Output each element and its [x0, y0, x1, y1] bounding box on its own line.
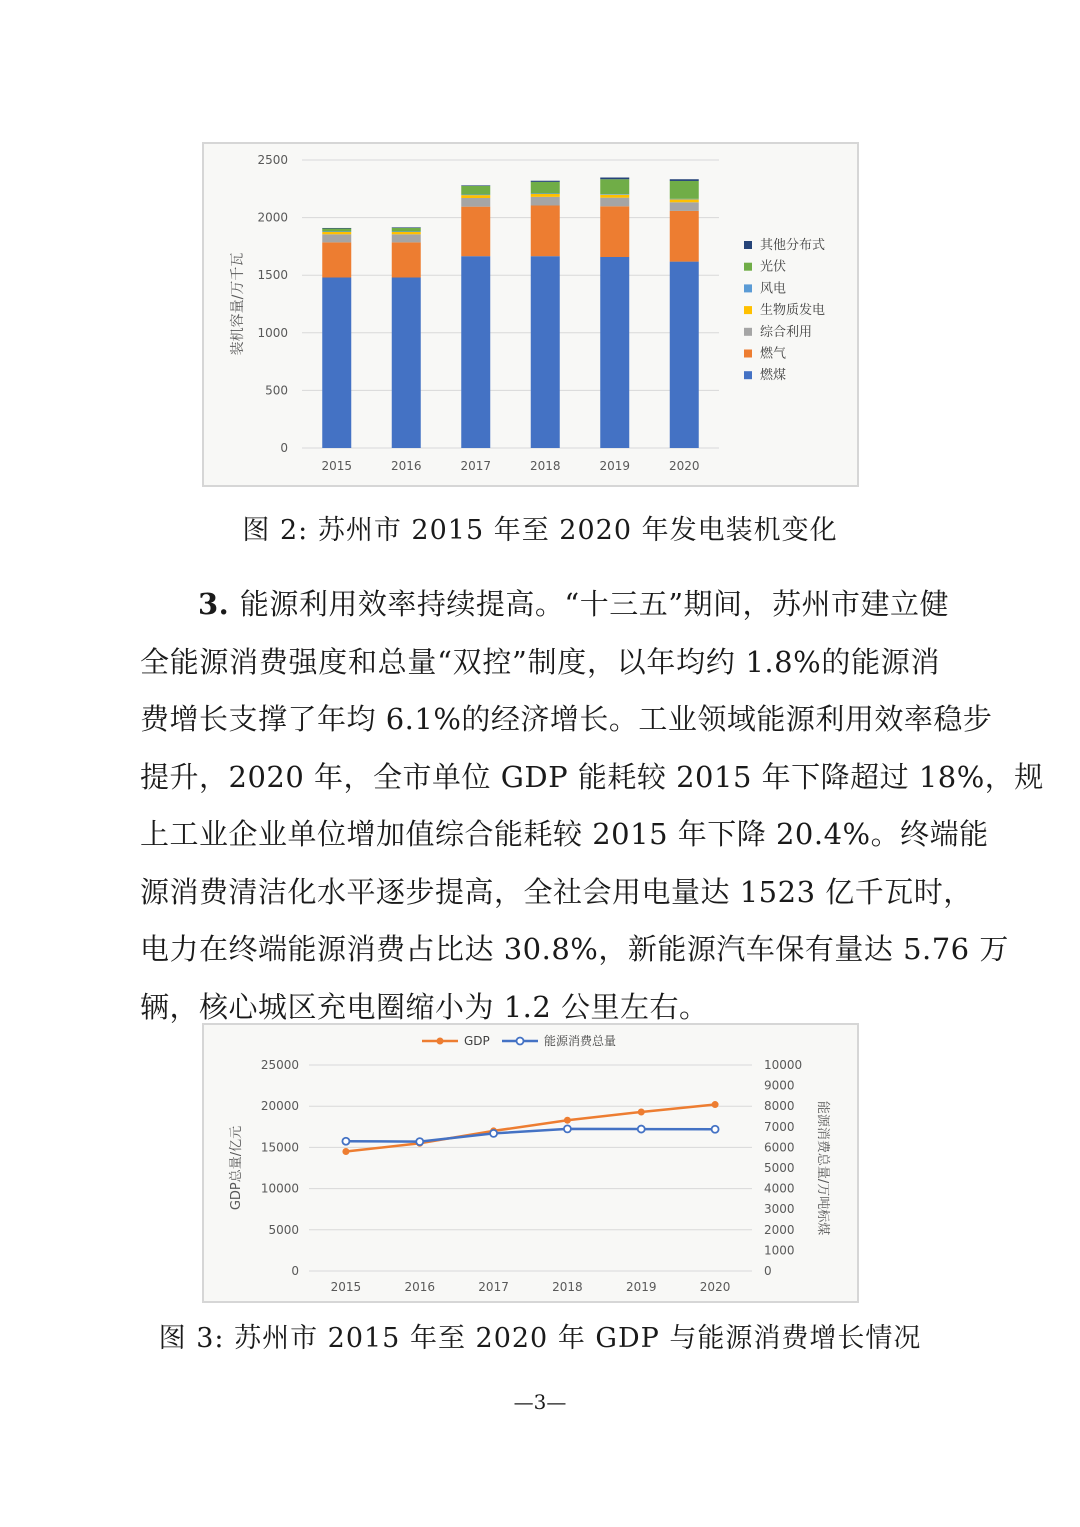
bar-segment — [461, 195, 490, 198]
legend-swatch — [744, 371, 752, 379]
y2-tick-label: 8000 — [764, 1099, 795, 1114]
paragraph-line: 上工业企业单位增加值综合能耗较 2015 年下降 20.4%。终端能 — [140, 817, 989, 851]
bar-segment — [461, 207, 490, 257]
y-tick-label: 20000 — [260, 1099, 299, 1114]
bar-segment — [322, 231, 351, 232]
bar-segment — [461, 256, 490, 448]
bar-segment — [322, 234, 351, 242]
bar-segment — [461, 198, 490, 207]
line-text: 能源利用效率持续提高。“十三五”期间，苏州市建立健 — [239, 587, 950, 621]
data-point — [490, 1130, 497, 1137]
y-tick-label: 0 — [291, 1264, 299, 1278]
legend-swatch — [744, 350, 752, 358]
data-point — [712, 1101, 719, 1108]
bar-segment — [322, 232, 351, 234]
figure-2-caption: 图 2: 苏州市 2015 年至 2020 年发电装机变化 — [242, 515, 838, 546]
bar-segment — [600, 198, 629, 207]
x-tick-label: 2015 — [321, 459, 353, 473]
x-tick-label: 2018 — [529, 459, 561, 473]
legend-label: 能源消费总量 — [544, 1034, 617, 1048]
data-point — [342, 1138, 349, 1145]
figure-3-chart — [202, 1023, 859, 1303]
y-axis-label: 装机容量/万千瓦 — [230, 252, 246, 356]
bar-segment — [461, 186, 490, 195]
x-tick-label: 2020 — [699, 1280, 731, 1294]
bar-segment — [322, 242, 351, 277]
bar-segment — [670, 199, 699, 200]
paragraph-line: 辆，核心城区充电圈缩小为 1.2 公里左右。 — [140, 989, 709, 1024]
x-tick-label: 2019 — [599, 459, 631, 473]
legend-label: 生物质发电 — [760, 303, 826, 319]
x-tick-label: 2020 — [668, 459, 700, 473]
page-number: —3— — [513, 1390, 567, 1414]
bar-segment — [392, 278, 421, 448]
y-tick-label: 1000 — [257, 325, 288, 340]
y-tick-label: 2500 — [257, 153, 288, 167]
data-point — [564, 1117, 571, 1124]
x-tick-label: 2016 — [390, 459, 422, 473]
y-tick-label: 2000 — [257, 210, 288, 225]
y-tick-label: 1500 — [257, 268, 288, 283]
figure-2-chart — [202, 142, 859, 487]
paragraph-line — [140, 576, 950, 634]
bar-segment — [392, 234, 421, 242]
bar-segment — [461, 185, 490, 186]
y2-tick-label: 3000 — [764, 1202, 795, 1217]
bar-segment — [392, 228, 421, 231]
y2-tick-label: 6000 — [764, 1140, 795, 1155]
legend-label: 燃气 — [760, 346, 787, 362]
bar-segment — [670, 179, 699, 181]
x-tick-label: 2016 — [404, 1280, 436, 1294]
paragraph-line: 费增长支撑了年均 6.1%的经济增长。工业领域能源利用效率稳步 — [140, 702, 993, 736]
y2-tick-label: 9000 — [764, 1078, 795, 1093]
bar-segment — [531, 256, 560, 448]
legend-label: 燃煤 — [760, 368, 787, 384]
legend-marker — [437, 1038, 444, 1045]
data-point — [712, 1126, 719, 1133]
y2-tick-label: 7000 — [764, 1119, 795, 1134]
legend-label: 综合利用 — [760, 324, 813, 340]
legend-swatch — [744, 241, 752, 249]
bar-segment — [670, 262, 699, 448]
x-tick-label: 2017 — [478, 1280, 509, 1294]
bar-segment — [670, 199, 699, 202]
bar-segment — [392, 232, 421, 234]
bar-segment — [322, 229, 351, 232]
bar-segment — [600, 206, 629, 257]
legend-label: 其他分布式 — [760, 238, 826, 253]
y-axis-label: GDP总量/亿元 — [229, 1125, 244, 1211]
bar-segment — [531, 193, 560, 194]
paragraph-line: 源消费清洁化水平逐步提高，全社会用电量达 1523 亿千瓦时， — [140, 874, 973, 909]
y-tick-label: 15000 — [260, 1140, 299, 1155]
paragraph-line: 电力在终端能源消费占比达 30.8%，新能源汽车保有量达 5.76 万 — [140, 932, 1009, 966]
bar-segment — [670, 211, 699, 262]
x-tick-label: 2019 — [625, 1280, 657, 1294]
y2-tick-label: 2000 — [764, 1222, 795, 1237]
y2-axis-label: 能源消费总量/万吨标煤 — [815, 1100, 830, 1236]
legend-marker — [517, 1038, 524, 1045]
legend-swatch — [744, 263, 752, 271]
bar-segment — [531, 206, 560, 257]
y2-tick-label: 4000 — [764, 1181, 795, 1196]
bar-segment — [600, 257, 629, 448]
y2-tick-label: 0 — [764, 1264, 772, 1278]
paragraph-line: 提升，2020 年，全市单位 GDP 能耗较 2015 年下降超过 18%，规 — [140, 759, 1044, 794]
legend-swatch — [744, 328, 752, 336]
bar-segment — [531, 182, 560, 194]
legend-label: 光伏 — [760, 259, 787, 275]
legend-swatch — [744, 306, 752, 314]
bar-segment — [600, 194, 629, 195]
bar-segment — [600, 179, 629, 194]
x-tick-label: 2015 — [330, 1280, 362, 1294]
y2-tick-label: 5000 — [764, 1161, 795, 1175]
y2-tick-label: 10000 — [764, 1058, 803, 1072]
body-paragraph — [140, 576, 1044, 1036]
bar-segment — [531, 197, 560, 206]
figure-3-caption: 图 3: 苏州市 2015 年至 2020 年 GDP 与能源消费增长情况 — [158, 1323, 922, 1354]
y2-tick-label: 1000 — [764, 1243, 795, 1258]
bar-segment — [322, 278, 351, 448]
paragraph-line: 全能源消费强度和总量“双控”制度，以年均约 1.8%的能源消 — [140, 644, 940, 679]
bar-segment — [531, 181, 560, 182]
bar-segment — [531, 194, 560, 197]
data-point — [638, 1126, 645, 1133]
bar-segment — [600, 195, 629, 198]
bar-segment — [461, 195, 490, 196]
bar-segment — [600, 178, 629, 180]
legend-label: 风电 — [760, 281, 787, 297]
legend-swatch — [744, 284, 752, 292]
data-point — [416, 1138, 423, 1145]
series-line — [346, 1129, 715, 1142]
x-tick-label: 2018 — [552, 1280, 583, 1294]
bar-segment — [392, 242, 421, 277]
bar-segment — [392, 231, 421, 232]
y-tick-label: 5000 — [268, 1222, 299, 1237]
stacked-bar-chart — [204, 144, 857, 485]
section-number: 3. — [198, 587, 240, 621]
bar-segment — [670, 202, 699, 211]
data-point — [564, 1125, 571, 1132]
bar-segment — [322, 228, 351, 229]
x-tick-label: 2017 — [460, 459, 492, 473]
bar-segment — [392, 227, 421, 228]
data-point — [342, 1148, 349, 1155]
bar-segment — [670, 181, 699, 199]
legend-label: GDP — [464, 1034, 490, 1048]
y-tick-label: 0 — [280, 441, 288, 455]
data-point — [638, 1108, 645, 1115]
y-tick-label: 25000 — [260, 1058, 299, 1072]
dual-axis-line-chart — [204, 1025, 857, 1301]
y-tick-label: 10000 — [260, 1181, 299, 1196]
y-tick-label: 500 — [265, 383, 288, 398]
